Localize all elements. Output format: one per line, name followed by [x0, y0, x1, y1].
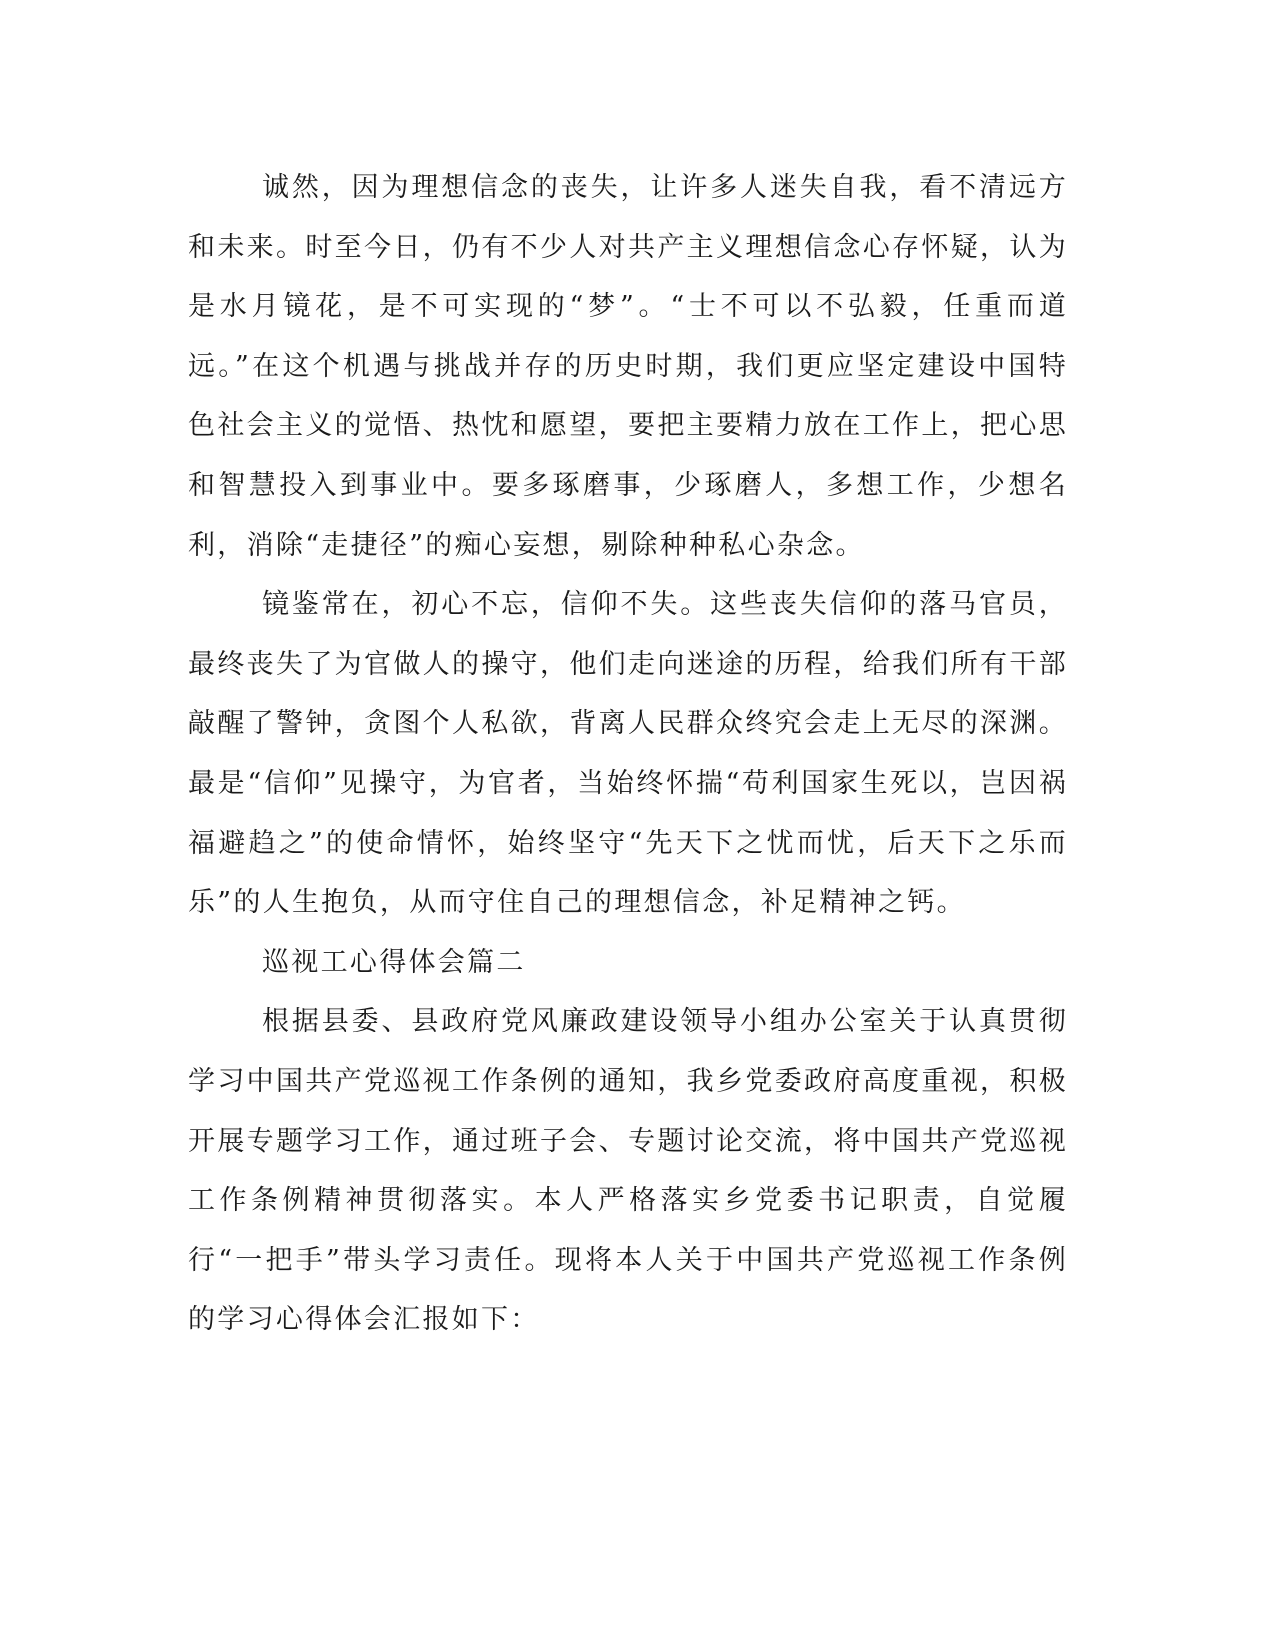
paragraph: 镜鉴常在，初心不忘，信仰不失。这些丧失信仰的落马官员，最终丧失了为官做人的操守，他们走向迷途的历程，给我们所有干部敲醒了警钟，贪图个人私欲，背离人民群众终究会走上无尽的深渊。最是“信仰”见操守，为官者，当始终怀揣“苟利国家生死以，岂因祸福避趋之”的使命情怀，始终坚守“先天下之忧而忧，后天下之乐而乐”的人生抱负，从而守住自己的理想信念，补足精神之钙。 [188, 589, 1068, 919]
section-title: 巡视工心得体会篇二 [262, 946, 526, 978]
document-body [188, 158, 1068, 1350]
paragraph: 根据县委、县政府党风廉政建设领导小组办公室关于认真贯彻学习中国共产党巡视工作条例的通知，我乡党委政府高度重视，积极开展专题学习工作，通过班子会、专题讨论交流，将中国共产党巡视工作条例精神贯彻落实。本人严格落实乡党委书记职责，自觉履行“一把手”带头学习责任。现将本人关于中国共产党巡视工作条例的学习心得体会汇报如下： [188, 1006, 1068, 1336]
paragraph: 诚然，因为理想信念的丧失，让许多人迷失自我，看不清远方和未来。时至今日，仍有不少人对共产主义理想信念心存怀疑，认为是水月镜花，是不可实现的“梦”。“士不可以不弘毅，任重而道远。”在这个机遇与挑战并存的历史时期，我们更应坚定建设中国特色社会主义的觉悟、热忱和愿望，要把主要精力放在工作上，把心思和智慧投入到事业中。要多琢磨事，少琢磨人，多想工作，少想名利，消除“走捷径”的痴心妄想，剔除种种私心杂念。 [188, 172, 1068, 561]
